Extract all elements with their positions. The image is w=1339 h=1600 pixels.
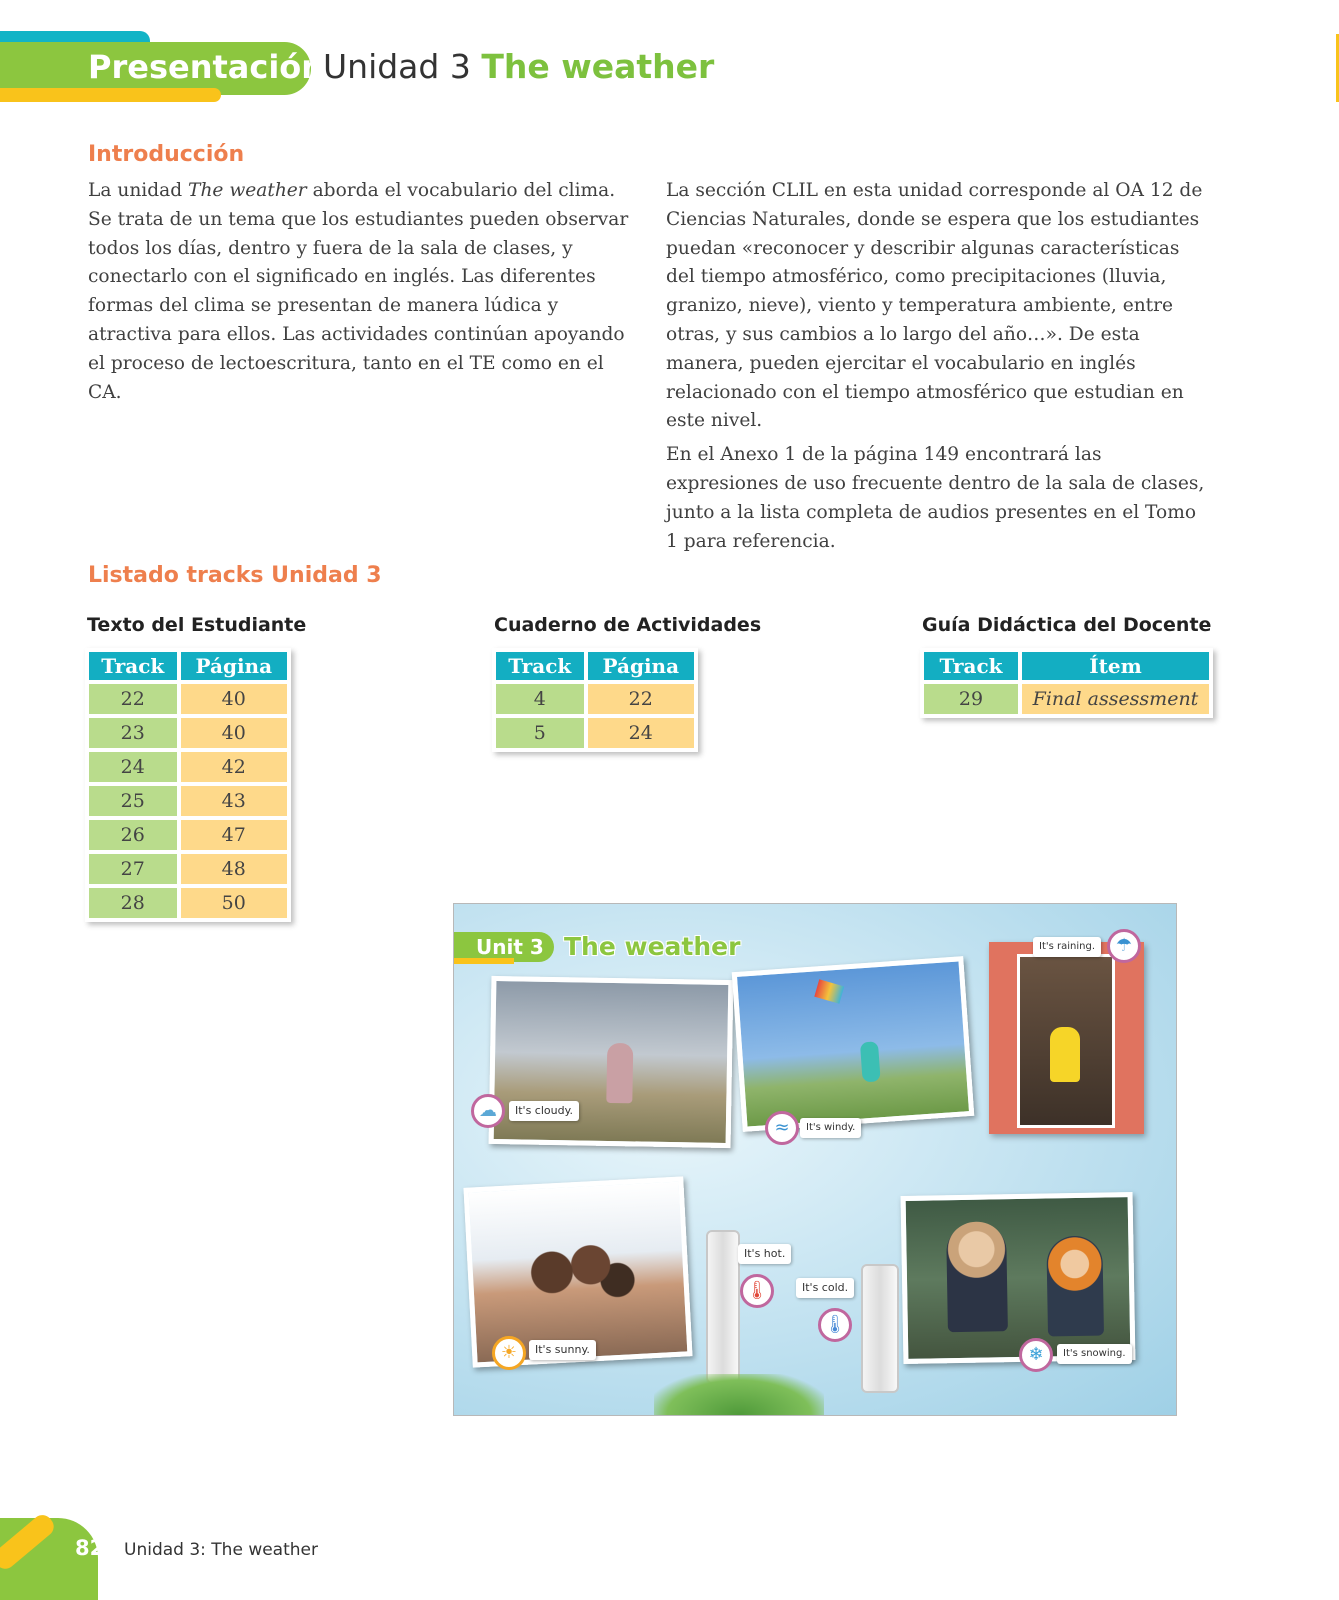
door-opening <box>1017 954 1115 1128</box>
track-cell: 24 <box>89 752 177 782</box>
header-track: Track <box>924 652 1018 680</box>
illustration-title: The weather <box>564 932 741 961</box>
header-page: Página <box>181 652 287 680</box>
snowing-photo <box>901 1192 1136 1364</box>
child-orange-hat <box>1046 1236 1104 1337</box>
page-cell: 50 <box>181 888 287 918</box>
guia-docente-table <box>920 648 1213 718</box>
children-group <box>511 1224 647 1341</box>
footer-running-title: Unidad 3: The weather <box>124 1540 318 1560</box>
cuaderno-actividades-title: Cuaderno de Actividades <box>494 614 762 636</box>
header-page: Ítem <box>1022 652 1209 680</box>
texto-estudiante-title: Texto del Estudiante <box>87 614 307 636</box>
kite-shape <box>814 979 844 1003</box>
page-number: 82 <box>75 1536 105 1560</box>
cold-thermometer <box>861 1264 899 1393</box>
table-row <box>89 752 287 782</box>
table-row <box>496 718 694 748</box>
table-row <box>89 786 287 816</box>
child-fur-hood <box>946 1221 1008 1332</box>
tracks-heading: Listado tracks Unidad 3 <box>88 563 382 588</box>
track-cell: 22 <box>89 684 177 714</box>
header-page: Página <box>588 652 694 680</box>
caption-cloudy: It's cloudy. <box>509 1101 579 1121</box>
table-row <box>496 684 694 714</box>
track-cell: 29 <box>924 684 1018 714</box>
thermometer-cold-icon: 🌡 <box>818 1308 852 1342</box>
page-cell: 40 <box>181 684 287 714</box>
table-row <box>924 684 1209 714</box>
girl-figure <box>606 1043 633 1103</box>
cuaderno-actividades-table <box>492 648 698 752</box>
table-row <box>89 888 287 918</box>
intro-left-emphasis: The weather <box>188 180 307 201</box>
track-cell: 4 <box>496 684 584 714</box>
caption-hot: It's hot. <box>738 1244 791 1264</box>
caption-cold: It's cold. <box>796 1278 854 1298</box>
track-cell: 27 <box>89 854 177 884</box>
illustration-unit-label: Unit 3 <box>476 935 544 959</box>
intro-left-text-b: aborda el vocabulario del clima. Se trata de un tema que los estudiantes pueden observar todos los días, dentro y fuera de la sala de clases, y conectarlo con el significado en inglés. Las diferentes formas del clima se presentan de manera lúdica y atractiva para ellos. Las actividades continúan apoyando el proceso de lectoescritura, tanto en el TE como en el CA. <box>88 180 629 403</box>
texto-estudiante-table <box>85 648 291 922</box>
track-cell: 5 <box>496 718 584 748</box>
caption-snowing: It's snowing. <box>1057 1344 1132 1364</box>
page-cell: 22 <box>588 684 694 714</box>
snowflake-icon: ❄ <box>1019 1338 1053 1372</box>
page-cell: 47 <box>181 820 287 850</box>
header-yellow-bar <box>0 88 221 102</box>
track-cell: 26 <box>89 820 177 850</box>
thermometer-hot-icon: 🌡 <box>740 1274 774 1308</box>
section-label: Presentación <box>88 48 325 86</box>
sun-icon: ☀ <box>492 1336 526 1370</box>
page-title <box>323 44 714 90</box>
header-track: Track <box>89 652 177 680</box>
caption-windy: It's windy. <box>800 1118 861 1138</box>
page-cell: Final assessment <box>1022 684 1209 714</box>
track-cell: 25 <box>89 786 177 816</box>
table-row <box>89 718 287 748</box>
grass-strip <box>654 1374 824 1415</box>
page-cell: 43 <box>181 786 287 816</box>
child-figure <box>860 1041 881 1082</box>
track-cell: 23 <box>89 718 177 748</box>
table-row <box>89 820 287 850</box>
page-cell: 40 <box>181 718 287 748</box>
unit-title: The weather <box>481 47 715 86</box>
page-cell: 42 <box>181 752 287 782</box>
table-header-row <box>924 652 1209 680</box>
unit-cover-illustration <box>453 903 1177 1416</box>
intro-right-column <box>666 177 1206 561</box>
track-cell: 28 <box>89 888 177 918</box>
table-header-row <box>496 652 694 680</box>
child-yellow-raincoat <box>1050 1027 1080 1082</box>
intro-heading: Introducción <box>88 142 245 167</box>
wind-icon: ≈ <box>765 1111 799 1145</box>
table-header-row <box>89 652 287 680</box>
table-row <box>89 684 287 714</box>
hot-thermometer <box>706 1230 740 1384</box>
intro-right-paragraph-1: La sección CLIL en esta unidad corresponde al OA 12 de Ciencias Naturales, donde se espera que los estudiantes puedan «reconocer y describir algunas características del tiempo atmosférico, como precipitaciones (lluvia, granizo, nieve), viento y temperatura ambiente, entre otras, y sus cambios a lo largo del año…». De esta manera, pueden ejercitar el vocabulario en inglés relacionado con el tiempo atmosférico que estudian en este nivel. <box>666 180 1203 432</box>
intro-right-paragraph-2: En el Anexo 1 de la página 149 encontrará las expresiones de uso frecuente dentro de la sala de clases, junto a la lista completa de audios presentes en el Tomo 1 para referencia. <box>666 444 1205 552</box>
page-cell: 24 <box>588 718 694 748</box>
intro-left-column <box>88 177 638 412</box>
caption-raining: It's raining. <box>1033 937 1101 957</box>
caption-sunny: It's sunny. <box>529 1340 596 1360</box>
intro-left-paragraph <box>88 177 638 407</box>
page-cell: 48 <box>181 854 287 884</box>
raining-frame <box>989 942 1144 1134</box>
table-row <box>89 854 287 884</box>
intro-left-text-a: La unidad <box>88 180 189 201</box>
guia-docente-title: Guía Didáctica del Docente <box>922 614 1212 636</box>
windy-photo <box>732 956 975 1132</box>
rain-cloud-icon: ☂ <box>1107 929 1141 963</box>
header-track: Track <box>496 652 584 680</box>
cloudy-photo <box>489 976 734 1148</box>
unit-prefix: Unidad 3 <box>323 47 471 86</box>
cloud-icon: ☁ <box>471 1094 505 1128</box>
